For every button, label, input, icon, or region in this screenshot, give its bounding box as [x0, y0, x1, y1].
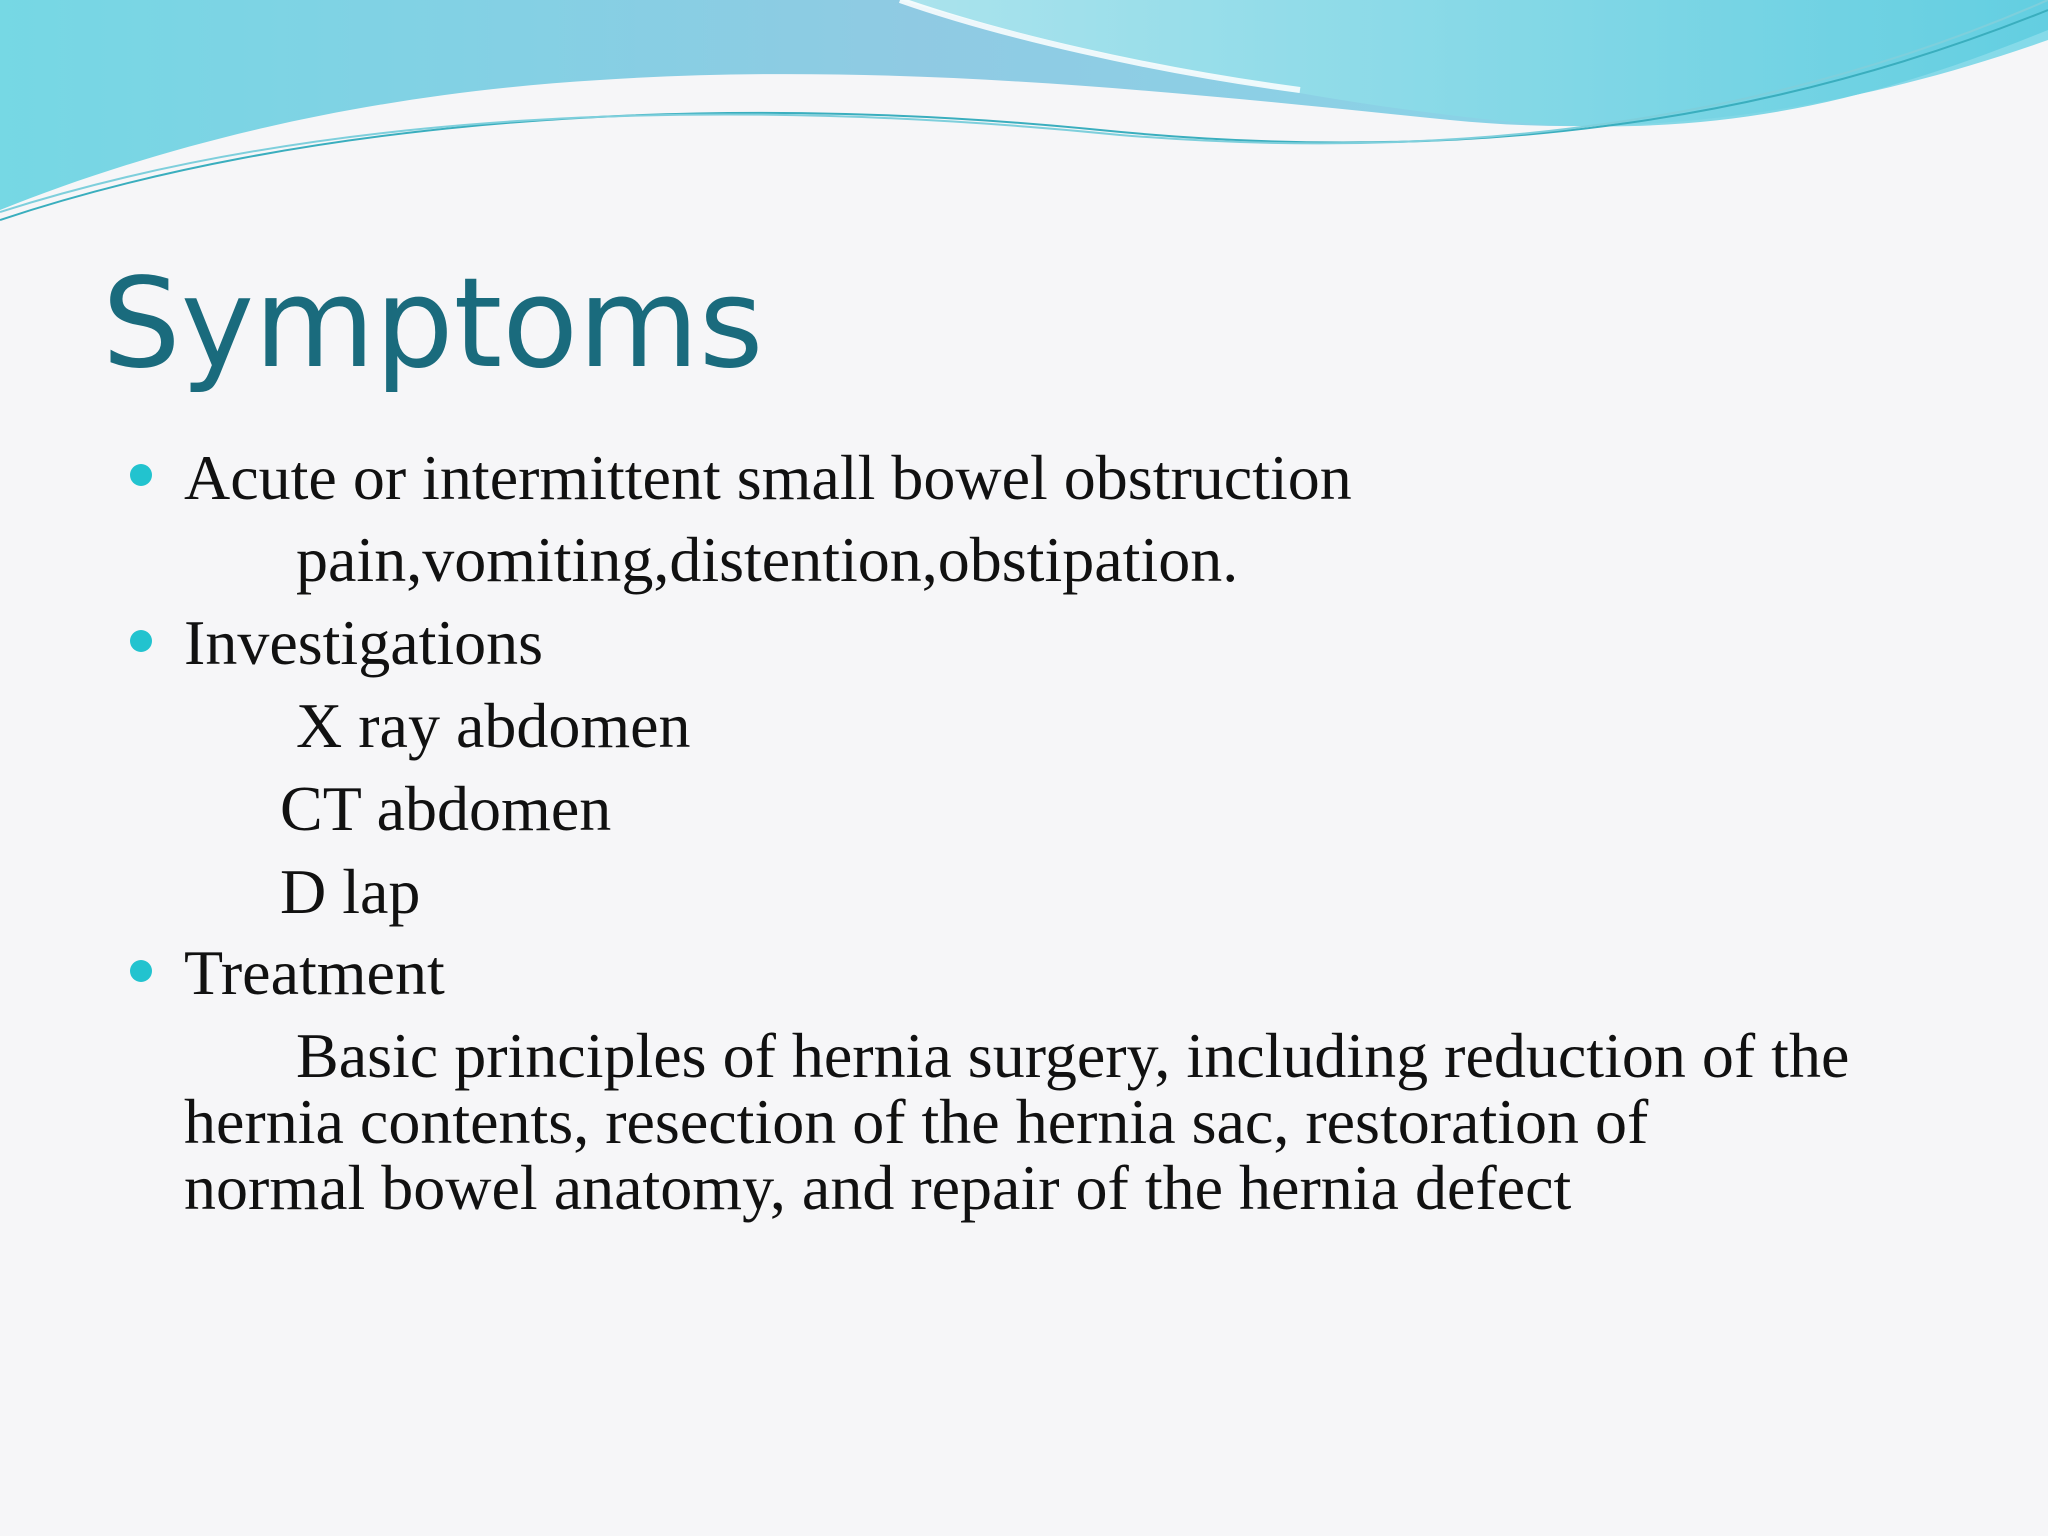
bullet-heading-investigations: Investigations [184, 607, 544, 678]
treatment-paragraph-line-1: Basic principles of hernia surgery, including reduction of the [296, 1020, 1850, 1091]
investigation-dlap: D lap [280, 856, 421, 927]
treatment-paragraph-line-3: normal bowel anatomy, and repair of the hernia defect [184, 1152, 1572, 1223]
bullet-detail-symptoms: pain,vomiting,distention,obstipation. [296, 524, 1239, 595]
header-wave-decoration [0, 0, 2048, 240]
investigation-ct: CT abdomen [280, 773, 612, 844]
circle-bullet-icon [130, 960, 152, 982]
slide-title: Symptoms [102, 252, 764, 396]
bullet-heading-obstruction: Acute or intermittent small bowel obstruction [184, 442, 1352, 513]
investigation-xray: X ray abdomen [296, 690, 691, 761]
treatment-paragraph-line-2: hernia contents, resection of the hernia sac, restoration of [184, 1086, 1649, 1157]
circle-bullet-icon [130, 630, 152, 652]
circle-bullet-icon [130, 464, 152, 486]
bullet-heading-treatment: Treatment [184, 937, 445, 1008]
